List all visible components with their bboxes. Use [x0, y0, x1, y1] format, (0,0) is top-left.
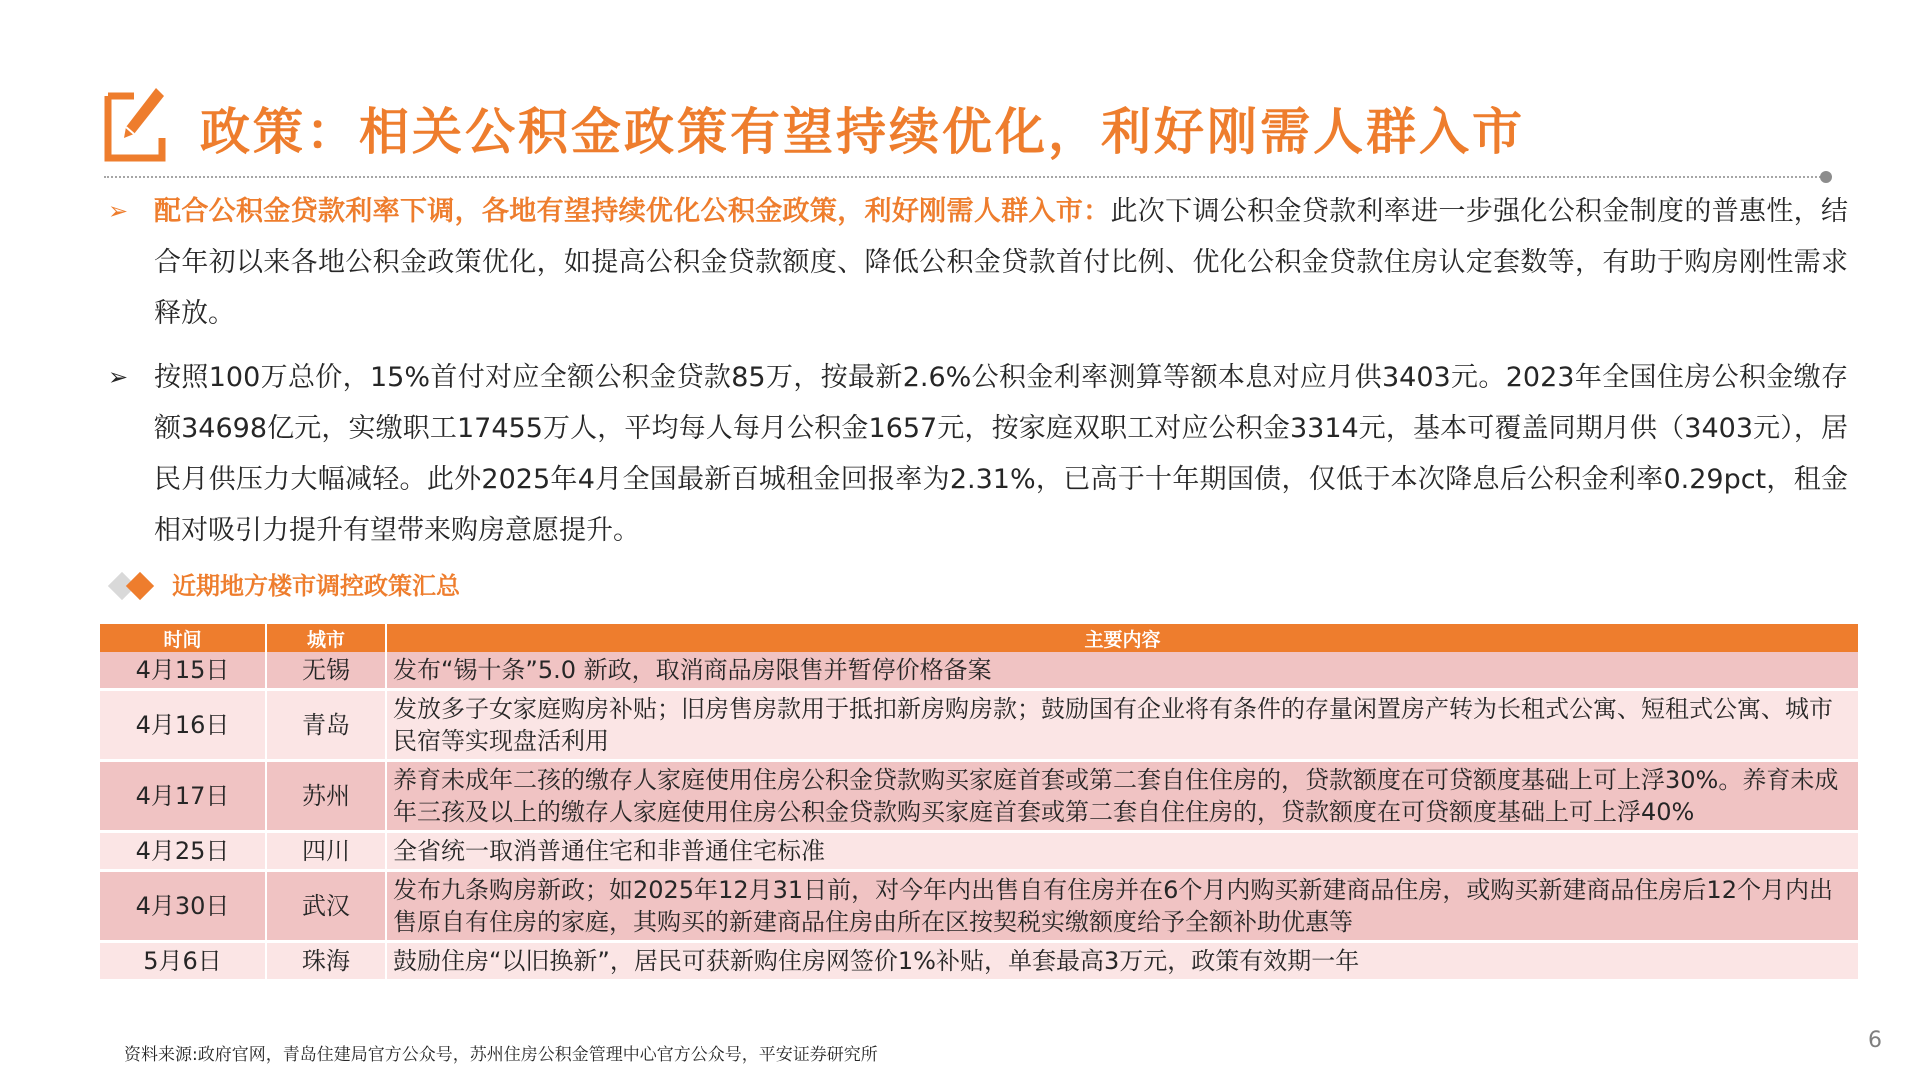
policy-table	[100, 624, 1858, 982]
cell-date: 5月6日	[100, 942, 266, 981]
bullet-point-1	[108, 186, 1848, 339]
cell-date: 4月15日	[100, 652, 266, 690]
cell-city: 苏州	[266, 761, 386, 832]
diamond-icon	[126, 572, 154, 600]
cell-content: 发放多子女家庭购房补贴；旧房售房款用于抵扣新房购房款；鼓励国有企业将有条件的存量闲置房产转为长租式公寓、短租式公寓、城市民宿等实现盘活利用	[386, 690, 1858, 761]
cell-content: 发布九条购房新政；如2025年12月31日前，对今年内出售自有住房并在6个月内购买新建商品住房，或购买新建商品住房后12个月内出售原自有住房的家庭，其购买的新建商品住房由所在区按契税实缴额度给予全额补助优惠等	[386, 871, 1858, 942]
table-row	[100, 761, 1858, 832]
cell-city: 武汉	[266, 871, 386, 942]
cell-date: 4月17日	[100, 761, 266, 832]
bullet-body	[154, 186, 1848, 339]
title-divider	[104, 176, 1824, 178]
bullet-text: 按照100万总价，15%首付对应全额公积金贷款85万，按最新2.6%公积金利率测算等额本息对应月供3403元。2023年全国住房公积金缴存额34698亿元，实缴职工17455万人，平均每人每月公积金1657元，按家庭双职工对应公积金3314元，基本可覆盖同期月供（3403元），居民月供压力大幅减轻。此外2025年4月全国最新百城租金回报率为2.31%，已高于十年期国债，仅低于本次降息后公积金利率0.29pct，租金相对吸引力提升有望带来购房意愿提升。	[154, 362, 1848, 546]
page-title: 政策：相关公积金政策有望持续优化，利好刚需人群入市	[200, 102, 1525, 161]
header-city: 城市	[266, 624, 386, 652]
table-header-row	[100, 624, 1858, 652]
cell-content: 发布“锡十条”5.0 新政，取消商品房限售并暂停价格备案	[386, 652, 1858, 690]
cell-city: 珠海	[266, 942, 386, 981]
header-date: 时间	[100, 624, 266, 652]
bullet-lead-text: 配合公积金贷款利率下调，各地有望持续优化公积金政策，利好刚需人群入市：	[154, 196, 1111, 227]
source-note: 资料来源:政府官网，青岛住建局官方公众号，苏州住房公积金管理中心官方公众号，平安证券研究所	[124, 1045, 878, 1065]
pencil-edit-icon	[104, 86, 166, 162]
cell-date: 4月30日	[100, 871, 266, 942]
table-row	[100, 871, 1858, 942]
page-number: 6	[1868, 1028, 1882, 1053]
header-content: 主要内容	[386, 624, 1858, 652]
cell-date: 4月16日	[100, 690, 266, 761]
table-row	[100, 942, 1858, 981]
cell-city: 无锡	[266, 652, 386, 690]
cell-content: 鼓励住房“以旧换新”，居民可获新购住房网签价1%补贴，单套最高3万元，政策有效期一年	[386, 942, 1858, 981]
cell-content: 养育未成年二孩的缴存人家庭使用住房公积金贷款购买家庭首套或第二套自住住房的，贷款额度在可贷额度基础上可上浮30%。养育未成年三孩及以上的缴存人家庭使用住房公积金贷款购买家庭首套或第二套自住住房的，贷款额度在可贷额度基础上可上浮40%	[386, 761, 1858, 832]
table-row	[100, 832, 1858, 871]
table-row	[100, 690, 1858, 761]
divider-dot	[1820, 171, 1832, 183]
arrow-bullet-icon: ➢	[108, 197, 129, 225]
bullet-point-2	[108, 352, 1848, 556]
bullet-text: 此次下调公积金贷款利率进一步强化公积金制度的普惠性，结合年初以来各地公积金政策优化，如提高公积金贷款额度、降低公积金贷款首付比例、优化公积金贷款住房认定套数等，有助于购房刚性需求释放。	[154, 196, 1849, 329]
table-title: 近期地方楼市调控政策汇总	[172, 572, 460, 600]
table-row	[100, 652, 1858, 690]
cell-city: 青岛	[266, 690, 386, 761]
arrow-bullet-icon: ➢	[108, 363, 129, 391]
cell-date: 4月25日	[100, 832, 266, 871]
cell-content: 全省统一取消普通住宅和非普通住宅标准	[386, 832, 1858, 871]
cell-city: 四川	[266, 832, 386, 871]
